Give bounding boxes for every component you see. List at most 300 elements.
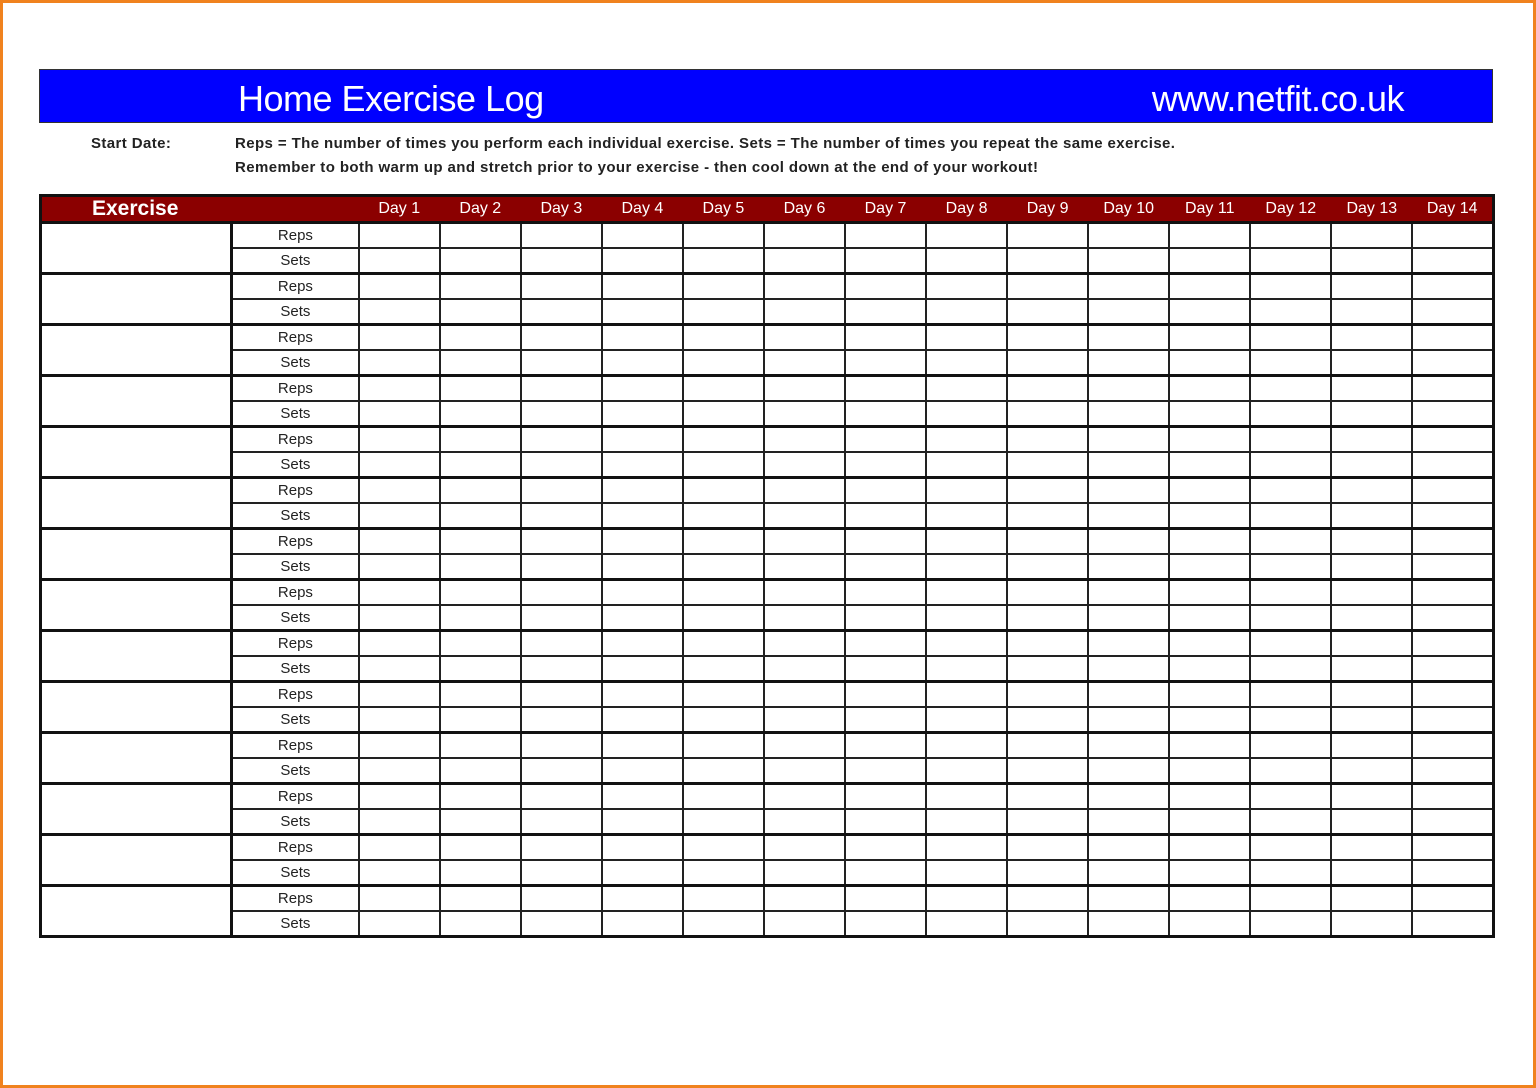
- sets-entry-cell[interactable]: [440, 605, 521, 631]
- reps-entry-cell[interactable]: [1412, 682, 1493, 708]
- reps-entry-cell[interactable]: [683, 223, 764, 249]
- reps-entry-cell[interactable]: [602, 274, 683, 300]
- reps-entry-cell[interactable]: [1007, 325, 1088, 351]
- reps-entry-cell[interactable]: [926, 478, 1007, 504]
- reps-entry-cell[interactable]: [1331, 478, 1412, 504]
- reps-entry-cell[interactable]: [683, 325, 764, 351]
- reps-entry-cell[interactable]: [764, 835, 845, 861]
- reps-entry-cell[interactable]: [1331, 733, 1412, 759]
- sets-entry-cell[interactable]: [602, 707, 683, 733]
- sets-entry-cell[interactable]: [1412, 452, 1493, 478]
- reps-entry-cell[interactable]: [1250, 529, 1331, 555]
- reps-entry-cell[interactable]: [764, 784, 845, 810]
- reps-entry-cell[interactable]: [926, 376, 1007, 402]
- reps-entry-cell[interactable]: [1088, 478, 1169, 504]
- reps-entry-cell[interactable]: [845, 274, 926, 300]
- sets-entry-cell[interactable]: [1331, 656, 1412, 682]
- sets-entry-cell[interactable]: [521, 248, 602, 274]
- reps-entry-cell[interactable]: [359, 784, 440, 810]
- reps-entry-cell[interactable]: [1169, 325, 1250, 351]
- reps-entry-cell[interactable]: [764, 376, 845, 402]
- exercise-name-cell[interactable]: [41, 274, 232, 325]
- sets-entry-cell[interactable]: [683, 758, 764, 784]
- sets-entry-cell[interactable]: [602, 605, 683, 631]
- sets-entry-cell[interactable]: [1007, 809, 1088, 835]
- sets-entry-cell[interactable]: [521, 554, 602, 580]
- reps-entry-cell[interactable]: [1007, 835, 1088, 861]
- sets-entry-cell[interactable]: [926, 299, 1007, 325]
- reps-entry-cell[interactable]: [440, 733, 521, 759]
- reps-entry-cell[interactable]: [359, 733, 440, 759]
- sets-entry-cell[interactable]: [1331, 248, 1412, 274]
- sets-entry-cell[interactable]: [602, 401, 683, 427]
- sets-entry-cell[interactable]: [926, 707, 1007, 733]
- sets-entry-cell[interactable]: [359, 554, 440, 580]
- sets-entry-cell[interactable]: [1169, 248, 1250, 274]
- sets-entry-cell[interactable]: [1088, 350, 1169, 376]
- reps-entry-cell[interactable]: [359, 580, 440, 606]
- reps-entry-cell[interactable]: [440, 631, 521, 657]
- reps-entry-cell[interactable]: [440, 478, 521, 504]
- reps-entry-cell[interactable]: [1088, 631, 1169, 657]
- sets-entry-cell[interactable]: [359, 605, 440, 631]
- sets-entry-cell[interactable]: [764, 758, 845, 784]
- sets-entry-cell[interactable]: [1169, 401, 1250, 427]
- reps-entry-cell[interactable]: [602, 376, 683, 402]
- sets-entry-cell[interactable]: [440, 503, 521, 529]
- sets-entry-cell[interactable]: [1088, 656, 1169, 682]
- sets-entry-cell[interactable]: [359, 707, 440, 733]
- sets-entry-cell[interactable]: [1412, 401, 1493, 427]
- sets-entry-cell[interactable]: [1169, 860, 1250, 886]
- sets-entry-cell[interactable]: [1250, 758, 1331, 784]
- sets-entry-cell[interactable]: [1088, 248, 1169, 274]
- sets-entry-cell[interactable]: [926, 401, 1007, 427]
- sets-entry-cell[interactable]: [764, 503, 845, 529]
- sets-entry-cell[interactable]: [359, 758, 440, 784]
- reps-entry-cell[interactable]: [1088, 427, 1169, 453]
- sets-entry-cell[interactable]: [1007, 656, 1088, 682]
- sets-entry-cell[interactable]: [440, 707, 521, 733]
- reps-entry-cell[interactable]: [926, 631, 1007, 657]
- reps-entry-cell[interactable]: [1331, 376, 1412, 402]
- sets-entry-cell[interactable]: [764, 554, 845, 580]
- reps-entry-cell[interactable]: [440, 886, 521, 912]
- reps-entry-cell[interactable]: [926, 529, 1007, 555]
- reps-entry-cell[interactable]: [602, 478, 683, 504]
- sets-entry-cell[interactable]: [1331, 707, 1412, 733]
- sets-entry-cell[interactable]: [1088, 452, 1169, 478]
- sets-entry-cell[interactable]: [1250, 809, 1331, 835]
- sets-entry-cell[interactable]: [521, 656, 602, 682]
- reps-entry-cell[interactable]: [440, 529, 521, 555]
- sets-entry-cell[interactable]: [1331, 758, 1412, 784]
- reps-entry-cell[interactable]: [764, 733, 845, 759]
- reps-entry-cell[interactable]: [926, 886, 1007, 912]
- reps-entry-cell[interactable]: [926, 325, 1007, 351]
- reps-entry-cell[interactable]: [1169, 733, 1250, 759]
- sets-entry-cell[interactable]: [764, 809, 845, 835]
- reps-entry-cell[interactable]: [1331, 325, 1412, 351]
- reps-entry-cell[interactable]: [1007, 274, 1088, 300]
- sets-entry-cell[interactable]: [845, 809, 926, 835]
- sets-entry-cell[interactable]: [602, 911, 683, 937]
- reps-entry-cell[interactable]: [602, 733, 683, 759]
- reps-entry-cell[interactable]: [521, 835, 602, 861]
- reps-entry-cell[interactable]: [1250, 478, 1331, 504]
- sets-entry-cell[interactable]: [764, 605, 845, 631]
- sets-entry-cell[interactable]: [926, 554, 1007, 580]
- reps-entry-cell[interactable]: [683, 580, 764, 606]
- reps-entry-cell[interactable]: [1169, 274, 1250, 300]
- exercise-name-cell[interactable]: [41, 223, 232, 274]
- reps-entry-cell[interactable]: [440, 835, 521, 861]
- reps-entry-cell[interactable]: [1331, 784, 1412, 810]
- sets-entry-cell[interactable]: [926, 350, 1007, 376]
- sets-entry-cell[interactable]: [683, 503, 764, 529]
- sets-entry-cell[interactable]: [1007, 299, 1088, 325]
- sets-entry-cell[interactable]: [1088, 911, 1169, 937]
- reps-entry-cell[interactable]: [683, 835, 764, 861]
- reps-entry-cell[interactable]: [602, 427, 683, 453]
- sets-entry-cell[interactable]: [1007, 605, 1088, 631]
- reps-entry-cell[interactable]: [1088, 376, 1169, 402]
- reps-entry-cell[interactable]: [683, 682, 764, 708]
- reps-entry-cell[interactable]: [1007, 631, 1088, 657]
- sets-entry-cell[interactable]: [359, 452, 440, 478]
- sets-entry-cell[interactable]: [359, 299, 440, 325]
- sets-entry-cell[interactable]: [764, 860, 845, 886]
- sets-entry-cell[interactable]: [440, 809, 521, 835]
- sets-entry-cell[interactable]: [1169, 707, 1250, 733]
- reps-entry-cell[interactable]: [1250, 835, 1331, 861]
- reps-entry-cell[interactable]: [926, 223, 1007, 249]
- reps-entry-cell[interactable]: [683, 886, 764, 912]
- sets-entry-cell[interactable]: [845, 248, 926, 274]
- sets-entry-cell[interactable]: [1007, 707, 1088, 733]
- sets-entry-cell[interactable]: [359, 860, 440, 886]
- sets-entry-cell[interactable]: [1088, 758, 1169, 784]
- sets-entry-cell[interactable]: [1412, 860, 1493, 886]
- reps-entry-cell[interactable]: [440, 223, 521, 249]
- reps-entry-cell[interactable]: [1088, 682, 1169, 708]
- sets-entry-cell[interactable]: [1250, 860, 1331, 886]
- reps-entry-cell[interactable]: [1412, 733, 1493, 759]
- sets-entry-cell[interactable]: [359, 656, 440, 682]
- sets-entry-cell[interactable]: [1007, 452, 1088, 478]
- reps-entry-cell[interactable]: [764, 529, 845, 555]
- reps-entry-cell[interactable]: [440, 427, 521, 453]
- reps-entry-cell[interactable]: [521, 427, 602, 453]
- sets-entry-cell[interactable]: [764, 350, 845, 376]
- sets-entry-cell[interactable]: [683, 809, 764, 835]
- reps-entry-cell[interactable]: [602, 325, 683, 351]
- sets-entry-cell[interactable]: [1250, 911, 1331, 937]
- sets-entry-cell[interactable]: [440, 860, 521, 886]
- reps-entry-cell[interactable]: [845, 682, 926, 708]
- reps-entry-cell[interactable]: [1007, 427, 1088, 453]
- reps-entry-cell[interactable]: [926, 784, 1007, 810]
- sets-entry-cell[interactable]: [1250, 350, 1331, 376]
- reps-entry-cell[interactable]: [845, 886, 926, 912]
- reps-entry-cell[interactable]: [845, 325, 926, 351]
- reps-entry-cell[interactable]: [1412, 784, 1493, 810]
- sets-entry-cell[interactable]: [845, 401, 926, 427]
- sets-entry-cell[interactable]: [602, 554, 683, 580]
- sets-entry-cell[interactable]: [602, 248, 683, 274]
- reps-entry-cell[interactable]: [764, 886, 845, 912]
- sets-entry-cell[interactable]: [683, 248, 764, 274]
- reps-entry-cell[interactable]: [1412, 376, 1493, 402]
- sets-entry-cell[interactable]: [1412, 911, 1493, 937]
- reps-entry-cell[interactable]: [1412, 478, 1493, 504]
- reps-entry-cell[interactable]: [602, 631, 683, 657]
- reps-entry-cell[interactable]: [521, 784, 602, 810]
- sets-entry-cell[interactable]: [1250, 452, 1331, 478]
- sets-entry-cell[interactable]: [1331, 860, 1412, 886]
- reps-entry-cell[interactable]: [845, 427, 926, 453]
- reps-entry-cell[interactable]: [521, 733, 602, 759]
- reps-entry-cell[interactable]: [521, 274, 602, 300]
- sets-entry-cell[interactable]: [1331, 911, 1412, 937]
- sets-entry-cell[interactable]: [1088, 503, 1169, 529]
- reps-entry-cell[interactable]: [359, 529, 440, 555]
- reps-entry-cell[interactable]: [1169, 835, 1250, 861]
- sets-entry-cell[interactable]: [1250, 503, 1331, 529]
- sets-entry-cell[interactable]: [521, 401, 602, 427]
- sets-entry-cell[interactable]: [845, 299, 926, 325]
- sets-entry-cell[interactable]: [1412, 707, 1493, 733]
- exercise-name-cell[interactable]: [41, 784, 232, 835]
- reps-entry-cell[interactable]: [1250, 325, 1331, 351]
- reps-entry-cell[interactable]: [845, 784, 926, 810]
- reps-entry-cell[interactable]: [845, 733, 926, 759]
- reps-entry-cell[interactable]: [440, 784, 521, 810]
- reps-entry-cell[interactable]: [845, 223, 926, 249]
- sets-entry-cell[interactable]: [521, 299, 602, 325]
- sets-entry-cell[interactable]: [1169, 656, 1250, 682]
- sets-entry-cell[interactable]: [440, 452, 521, 478]
- exercise-name-cell[interactable]: [41, 886, 232, 937]
- sets-entry-cell[interactable]: [764, 452, 845, 478]
- reps-entry-cell[interactable]: [440, 580, 521, 606]
- sets-entry-cell[interactable]: [683, 554, 764, 580]
- sets-entry-cell[interactable]: [521, 809, 602, 835]
- exercise-name-cell[interactable]: [41, 682, 232, 733]
- reps-entry-cell[interactable]: [521, 529, 602, 555]
- reps-entry-cell[interactable]: [764, 325, 845, 351]
- sets-entry-cell[interactable]: [1088, 809, 1169, 835]
- reps-entry-cell[interactable]: [1007, 733, 1088, 759]
- reps-entry-cell[interactable]: [926, 733, 1007, 759]
- reps-entry-cell[interactable]: [1250, 631, 1331, 657]
- sets-entry-cell[interactable]: [602, 299, 683, 325]
- reps-entry-cell[interactable]: [1088, 580, 1169, 606]
- sets-entry-cell[interactable]: [602, 758, 683, 784]
- sets-entry-cell[interactable]: [926, 503, 1007, 529]
- sets-entry-cell[interactable]: [1169, 350, 1250, 376]
- reps-entry-cell[interactable]: [602, 682, 683, 708]
- exercise-name-cell[interactable]: [41, 529, 232, 580]
- sets-entry-cell[interactable]: [1250, 554, 1331, 580]
- reps-entry-cell[interactable]: [359, 631, 440, 657]
- sets-entry-cell[interactable]: [764, 656, 845, 682]
- reps-entry-cell[interactable]: [1331, 223, 1412, 249]
- sets-entry-cell[interactable]: [1088, 605, 1169, 631]
- sets-entry-cell[interactable]: [1007, 554, 1088, 580]
- sets-entry-cell[interactable]: [845, 758, 926, 784]
- reps-entry-cell[interactable]: [521, 325, 602, 351]
- sets-entry-cell[interactable]: [1412, 248, 1493, 274]
- sets-entry-cell[interactable]: [764, 401, 845, 427]
- sets-entry-cell[interactable]: [926, 758, 1007, 784]
- sets-entry-cell[interactable]: [1331, 809, 1412, 835]
- reps-entry-cell[interactable]: [1331, 274, 1412, 300]
- reps-entry-cell[interactable]: [1169, 376, 1250, 402]
- sets-entry-cell[interactable]: [1007, 401, 1088, 427]
- sets-entry-cell[interactable]: [359, 350, 440, 376]
- sets-entry-cell[interactable]: [602, 350, 683, 376]
- reps-entry-cell[interactable]: [359, 274, 440, 300]
- sets-entry-cell[interactable]: [683, 656, 764, 682]
- reps-entry-cell[interactable]: [845, 580, 926, 606]
- sets-entry-cell[interactable]: [602, 860, 683, 886]
- reps-entry-cell[interactable]: [521, 682, 602, 708]
- reps-entry-cell[interactable]: [1412, 835, 1493, 861]
- exercise-name-cell[interactable]: [41, 580, 232, 631]
- sets-entry-cell[interactable]: [1412, 350, 1493, 376]
- sets-entry-cell[interactable]: [926, 809, 1007, 835]
- sets-entry-cell[interactable]: [1250, 299, 1331, 325]
- sets-entry-cell[interactable]: [1250, 707, 1331, 733]
- sets-entry-cell[interactable]: [359, 911, 440, 937]
- sets-entry-cell[interactable]: [359, 401, 440, 427]
- sets-entry-cell[interactable]: [1412, 656, 1493, 682]
- reps-entry-cell[interactable]: [1169, 478, 1250, 504]
- reps-entry-cell[interactable]: [359, 478, 440, 504]
- sets-entry-cell[interactable]: [521, 911, 602, 937]
- reps-entry-cell[interactable]: [521, 631, 602, 657]
- reps-entry-cell[interactable]: [1250, 223, 1331, 249]
- reps-entry-cell[interactable]: [926, 682, 1007, 708]
- sets-entry-cell[interactable]: [683, 299, 764, 325]
- sets-entry-cell[interactable]: [440, 248, 521, 274]
- reps-entry-cell[interactable]: [521, 580, 602, 606]
- reps-entry-cell[interactable]: [1412, 631, 1493, 657]
- sets-entry-cell[interactable]: [926, 911, 1007, 937]
- sets-entry-cell[interactable]: [1331, 605, 1412, 631]
- sets-entry-cell[interactable]: [926, 605, 1007, 631]
- reps-entry-cell[interactable]: [1007, 529, 1088, 555]
- sets-entry-cell[interactable]: [521, 350, 602, 376]
- reps-entry-cell[interactable]: [1169, 784, 1250, 810]
- sets-entry-cell[interactable]: [1331, 401, 1412, 427]
- reps-entry-cell[interactable]: [1169, 682, 1250, 708]
- sets-entry-cell[interactable]: [1169, 911, 1250, 937]
- sets-entry-cell[interactable]: [1007, 350, 1088, 376]
- sets-entry-cell[interactable]: [1331, 503, 1412, 529]
- reps-entry-cell[interactable]: [764, 274, 845, 300]
- reps-entry-cell[interactable]: [1088, 835, 1169, 861]
- reps-entry-cell[interactable]: [1007, 478, 1088, 504]
- reps-entry-cell[interactable]: [1250, 886, 1331, 912]
- reps-entry-cell[interactable]: [1169, 529, 1250, 555]
- reps-entry-cell[interactable]: [359, 886, 440, 912]
- sets-entry-cell[interactable]: [1088, 860, 1169, 886]
- reps-entry-cell[interactable]: [602, 835, 683, 861]
- reps-entry-cell[interactable]: [1250, 580, 1331, 606]
- reps-entry-cell[interactable]: [1331, 886, 1412, 912]
- reps-entry-cell[interactable]: [1169, 886, 1250, 912]
- reps-entry-cell[interactable]: [1331, 580, 1412, 606]
- reps-entry-cell[interactable]: [764, 682, 845, 708]
- reps-entry-cell[interactable]: [1007, 886, 1088, 912]
- sets-entry-cell[interactable]: [926, 452, 1007, 478]
- sets-entry-cell[interactable]: [1007, 860, 1088, 886]
- sets-entry-cell[interactable]: [845, 605, 926, 631]
- reps-entry-cell[interactable]: [1007, 682, 1088, 708]
- reps-entry-cell[interactable]: [1331, 835, 1412, 861]
- sets-entry-cell[interactable]: [764, 707, 845, 733]
- sets-entry-cell[interactable]: [683, 911, 764, 937]
- reps-entry-cell[interactable]: [845, 376, 926, 402]
- reps-entry-cell[interactable]: [683, 529, 764, 555]
- sets-entry-cell[interactable]: [440, 299, 521, 325]
- reps-entry-cell[interactable]: [926, 274, 1007, 300]
- sets-entry-cell[interactable]: [1250, 656, 1331, 682]
- sets-entry-cell[interactable]: [602, 452, 683, 478]
- sets-entry-cell[interactable]: [440, 401, 521, 427]
- reps-entry-cell[interactable]: [440, 325, 521, 351]
- sets-entry-cell[interactable]: [1412, 809, 1493, 835]
- reps-entry-cell[interactable]: [1250, 376, 1331, 402]
- sets-entry-cell[interactable]: [1007, 758, 1088, 784]
- sets-entry-cell[interactable]: [764, 911, 845, 937]
- sets-entry-cell[interactable]: [1412, 503, 1493, 529]
- sets-entry-cell[interactable]: [602, 503, 683, 529]
- sets-entry-cell[interactable]: [1088, 299, 1169, 325]
- exercise-name-cell[interactable]: [41, 631, 232, 682]
- reps-entry-cell[interactable]: [521, 886, 602, 912]
- reps-entry-cell[interactable]: [845, 478, 926, 504]
- reps-entry-cell[interactable]: [359, 835, 440, 861]
- reps-entry-cell[interactable]: [1412, 223, 1493, 249]
- sets-entry-cell[interactable]: [845, 860, 926, 886]
- sets-entry-cell[interactable]: [683, 860, 764, 886]
- sets-entry-cell[interactable]: [683, 605, 764, 631]
- sets-entry-cell[interactable]: [602, 809, 683, 835]
- sets-entry-cell[interactable]: [1007, 248, 1088, 274]
- reps-entry-cell[interactable]: [764, 580, 845, 606]
- sets-entry-cell[interactable]: [764, 248, 845, 274]
- reps-entry-cell[interactable]: [1331, 682, 1412, 708]
- reps-entry-cell[interactable]: [683, 274, 764, 300]
- reps-entry-cell[interactable]: [440, 682, 521, 708]
- sets-entry-cell[interactable]: [1088, 401, 1169, 427]
- exercise-name-cell[interactable]: [41, 733, 232, 784]
- sets-entry-cell[interactable]: [683, 707, 764, 733]
- sets-entry-cell[interactable]: [359, 809, 440, 835]
- reps-entry-cell[interactable]: [359, 376, 440, 402]
- reps-entry-cell[interactable]: [1088, 886, 1169, 912]
- exercise-name-cell[interactable]: [41, 427, 232, 478]
- sets-entry-cell[interactable]: [1412, 299, 1493, 325]
- sets-entry-cell[interactable]: [1169, 809, 1250, 835]
- sets-entry-cell[interactable]: [926, 860, 1007, 886]
- reps-entry-cell[interactable]: [764, 478, 845, 504]
- exercise-name-cell[interactable]: [41, 376, 232, 427]
- reps-entry-cell[interactable]: [1412, 325, 1493, 351]
